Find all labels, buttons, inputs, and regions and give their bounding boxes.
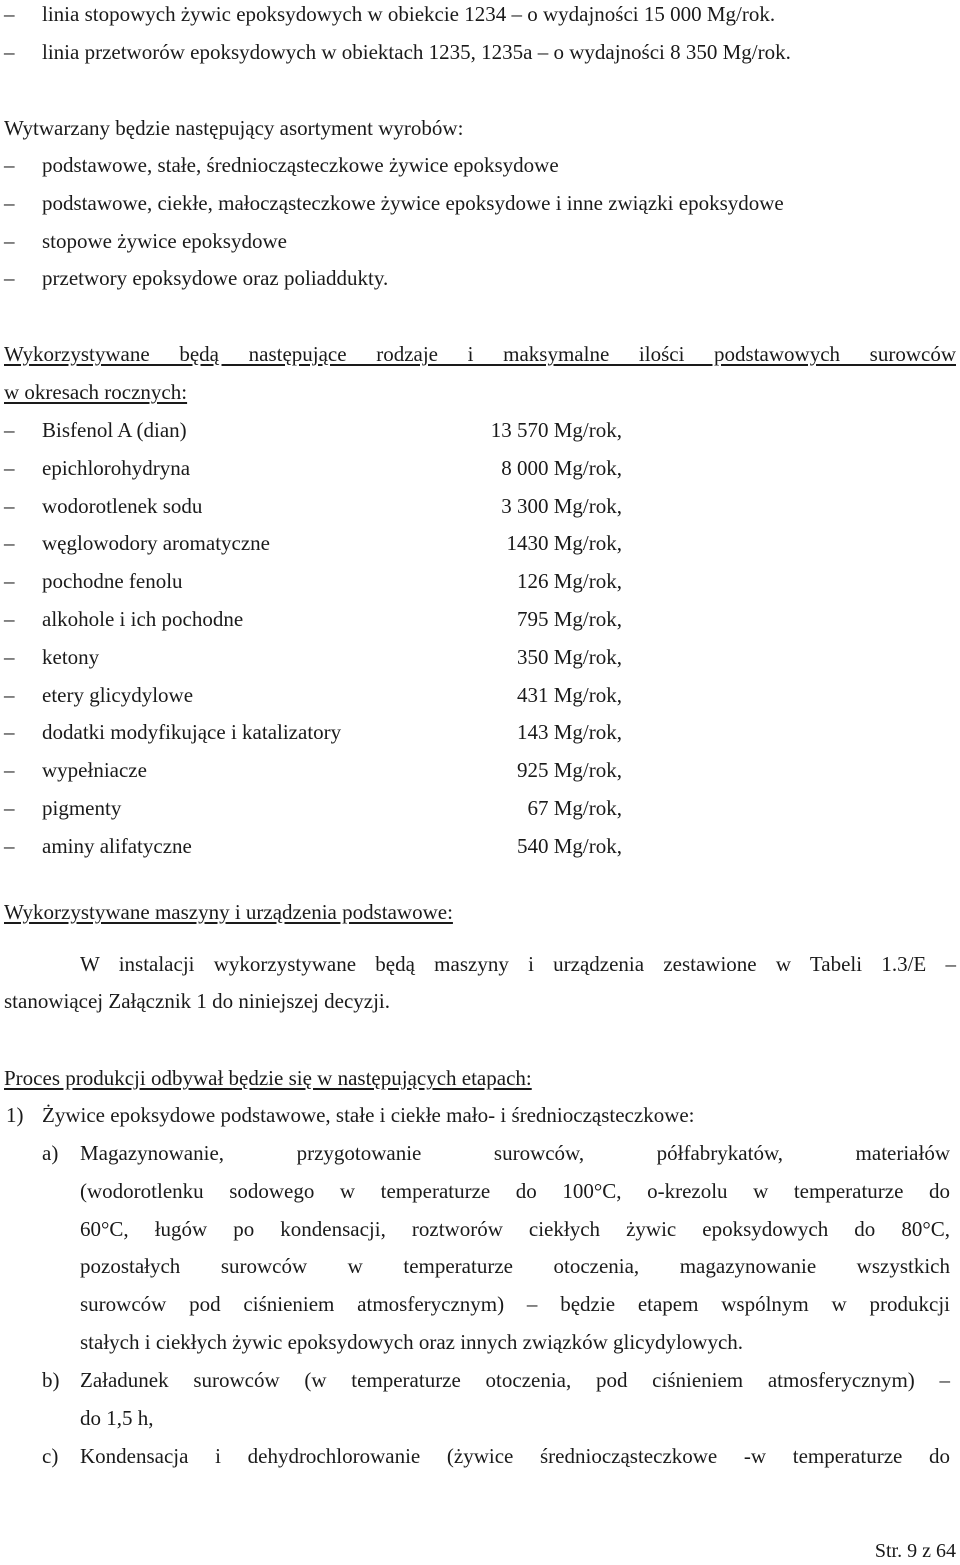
substep-text-line: stałych i ciekłych żywic epoksydowych oraz innych związków glicydylowych. [80, 1330, 744, 1354]
raw-material-name: wodorotlenek sodu [42, 493, 203, 518]
raw-material-amount: 540 Mg/rok, [517, 833, 622, 858]
raw-material-name: Bisfenol A (dian) [42, 418, 187, 442]
raw-material-amount: 350 Mg/rok, [517, 644, 622, 669]
raw-material-amount: 431 Mg/rok, [517, 682, 622, 707]
raw-material-amount: 1430 Mg/rok, [506, 531, 622, 556]
dash-bullet: – [4, 229, 15, 253]
raw-material-amount: 67 Mg/rok, [527, 796, 622, 820]
raw-material-name: etery glicydylowe [42, 682, 194, 707]
dash-bullet: – [4, 682, 15, 707]
list-item-text: podstawowe, ciekłe, małocząsteczkowe żywice epoksydowe i inne związki epoksydowe [42, 191, 784, 215]
dash-bullet: – [4, 2, 15, 26]
substep-text-line: pozostałych surowców w temperaturze otoczenia, magazynowanie wszystkich [80, 1254, 950, 1279]
step-number: 1) [6, 1103, 24, 1127]
machines-text-line: W instalacji wykorzystywane będą maszyny i urządzenia zestawione w Tabeli 1.3/E – [80, 952, 956, 976]
raw-material-amount: 795 Mg/rok, [517, 607, 622, 631]
substep-text-line: surowców pod ciśnieniem atmosferycznym) – będzie etapem wspólnym w produkcji [80, 1292, 950, 1317]
dash-bullet: – [4, 796, 15, 820]
machines-text-line: stanowiącej Załącznik 1 do niniejszej decyzji. [4, 989, 391, 1013]
dash-bullet: – [4, 455, 15, 480]
dash-bullet: – [4, 531, 15, 556]
raw-material-amount: 3 300 Mg/rok, [501, 493, 622, 518]
dash-bullet: – [4, 40, 15, 64]
list-item-text: przetwory epoksydowe oraz poliaddukty. [42, 266, 389, 290]
substep-text-line: (wodorotlenku sodowego w temperaturze do 100°C, o-krezolu w temperaturze do [80, 1178, 950, 1203]
dash-bullet: – [4, 569, 15, 594]
substep-text-line: do 1,5 h, [80, 1405, 154, 1430]
substep-text-line: Załadunek surowców (w temperaturze otoczenia, pod ciśnieniem atmosferycznym) – [80, 1368, 950, 1392]
raw-materials-heading-cont: w okresach rocznych: [4, 380, 188, 404]
raw-material-name: wypełniacze [42, 758, 147, 783]
raw-material-name: aminy alifatyczne [42, 833, 192, 858]
list-item-text: linia przetworów epoksydowych w obiektach 1235, 1235a – o wydajności 8 350 Mg/rok. [42, 40, 791, 64]
dash-bullet: – [4, 191, 15, 215]
substep-text-line: Magazynowanie, przygotowanie surowców, półfabrykatów, materiałów [80, 1141, 950, 1165]
raw-material-name: węglowodory aromatyczne [42, 531, 270, 556]
raw-material-name: epichlorohydryna [42, 455, 191, 480]
dash-bullet: – [4, 266, 15, 290]
substep-text-line: 60°C, ługów po kondensacji, roztworów ciekłych żywic epoksydowych do 80°C, [80, 1216, 950, 1241]
dash-bullet: – [4, 644, 15, 669]
page-number: Str. 9 z 64 [874, 1540, 956, 1562]
raw-material-amount: 13 570 Mg/rok, [490, 418, 622, 442]
raw-material-amount: 925 Mg/rok, [517, 758, 622, 783]
list-item-text: stopowe żywice epoksydowe [42, 229, 287, 253]
dash-bullet: – [4, 607, 15, 631]
substep-marker: b) [42, 1368, 60, 1392]
raw-material-amount: 8 000 Mg/rok, [501, 455, 622, 480]
substep-marker: c) [42, 1444, 59, 1468]
raw-material-name: pigmenty [42, 796, 122, 820]
substep-marker: a) [42, 1141, 59, 1165]
raw-material-amount: 126 Mg/rok, [517, 569, 622, 594]
machines-heading: Wykorzystywane maszyny i urządzenia podstawowe: [4, 900, 453, 924]
raw-material-name: pochodne fenolu [42, 569, 183, 594]
dash-bullet: – [4, 493, 15, 518]
raw-material-name: ketony [42, 644, 100, 669]
dash-bullet: – [4, 153, 15, 177]
step-title: Żywice epoksydowe podstawowe, stałe i ciekłe mało- i średniocząsteczkowe: [42, 1103, 695, 1127]
dash-bullet: – [4, 758, 15, 783]
assortment-heading: Wytwarzany będzie następujący asortyment wyrobów: [4, 116, 464, 140]
dash-bullet: – [4, 833, 15, 858]
list-item-text: podstawowe, stałe, średniocząsteczkowe żywice epoksydowe [42, 153, 559, 177]
raw-material-amount: 143 Mg/rok, [517, 720, 622, 745]
raw-material-name: dodatki modyfikujące i katalizatory [42, 720, 342, 745]
raw-materials-heading: Wykorzystywane będą następujące rodzaje i maksymalne ilości podstawowych surowców [4, 342, 956, 366]
substep-text-line: Kondensacja i dehydrochlorowanie (żywice średniocząsteczkowe -w temperaturze do [80, 1444, 950, 1468]
process-heading: Proces produkcji odbywał będzie się w następujących etapach: [4, 1066, 532, 1090]
raw-material-name: alkohole i ich pochodne [42, 607, 244, 631]
dash-bullet: – [4, 720, 15, 745]
list-item-text: linia stopowych żywic epoksydowych w obiekcie 1234 – o wydajności 15 000 Mg/rok. [42, 2, 776, 26]
dash-bullet: – [4, 418, 15, 442]
